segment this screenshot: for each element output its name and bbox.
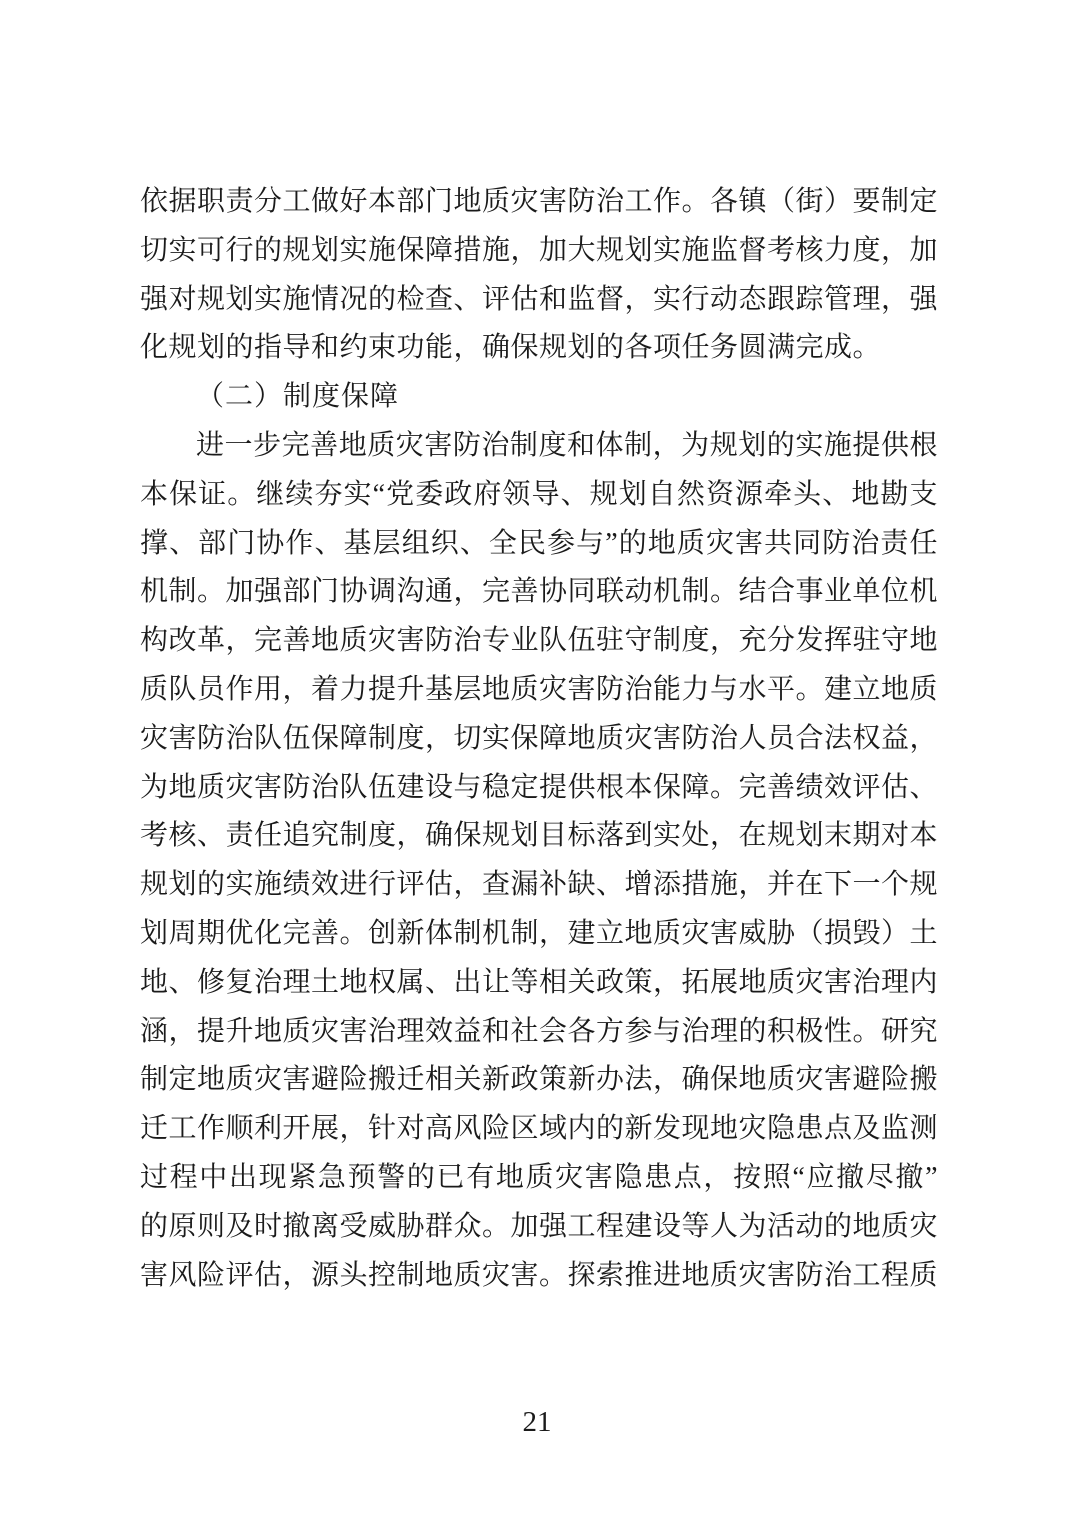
- body-text-line: 为地质灾害防治队伍建设与稳定提供根本保障。完善绩效评估、: [140, 771, 939, 803]
- body-text-line: 考核、责任追究制度，确保规划目标落到实处，在规划末期对本: [140, 820, 939, 852]
- body-text-line: 灾害防治队伍保障制度，切实保障地质灾害防治人员合法权益，: [140, 722, 939, 754]
- body-text-line: 切实可行的规划实施保障措施，加大规划实施监督考核力度，加: [140, 234, 939, 266]
- body-text-line: 迁工作顺利开展，针对高风险区域内的新发现地灾隐患点及监测: [140, 1113, 939, 1145]
- body-text-line: 质队员作用，着力提升基层地质灾害防治能力与水平。建立地质: [140, 673, 939, 705]
- body-text-line: 规划的实施绩效进行评估，查漏补缺、增添措施，并在下一个规: [140, 869, 939, 901]
- body-text-line: 强对规划实施情况的检查、评估和监督，实行动态跟踪管理，强: [140, 283, 939, 315]
- section-heading: （二）制度保障: [196, 381, 400, 413]
- body-text-line: 依据职责分工做好本部门地质灾害防治工作。各镇（街）要制定: [140, 186, 939, 217]
- body-text-line: 机制。加强部门协调沟通，完善协同联动机制。结合事业单位机: [140, 576, 939, 608]
- body-text-line: 过程中出现紧急预警的已有地质灾害隐患点，按照“应撤尽撤”: [140, 1161, 938, 1193]
- body-text-line: 进一步完善地质灾害防治制度和体制，为规划的实施提供根: [196, 429, 938, 461]
- body-text-line: 害风险评估，源头控制地质灾害。探索推进地质灾害防治工程质: [140, 1259, 939, 1291]
- body-text-line: 涵，提升地质灾害治理效益和社会各方参与治理的积极性。研究: [140, 1015, 939, 1047]
- body-text-line: 化规划的指导和约束功能，确保规划的各项任务圆满完成。: [140, 332, 882, 364]
- body-text-line: 本保证。继续夯实“党委政府领导、规划自然资源牵头、地勘支: [140, 478, 938, 510]
- body-text-line: 构改革，完善地质灾害防治专业队伍驻守制度，充分发挥驻守地: [140, 625, 939, 657]
- body-text-line: 地、修复治理土地权属、出让等相关政策，拓展地质灾害治理内: [140, 966, 939, 998]
- body-text-line: 划周期优化完善。创新体制机制，建立地质灾害威胁（损毁）土: [140, 917, 939, 949]
- page-number: 21: [522, 1406, 552, 1438]
- document-text-block: [140, 178, 938, 1300]
- body-text-line: 撑、部门协作、基层组织、全民参与”的地质灾害共同防治责任: [140, 527, 938, 559]
- body-text-line: 的原则及时撤离受威胁群众。加强工程建设等人为活动的地质灾: [140, 1210, 939, 1242]
- body-text-line: 制定地质灾害避险搬迁相关新政策新办法，确保地质灾害避险搬: [140, 1064, 939, 1096]
